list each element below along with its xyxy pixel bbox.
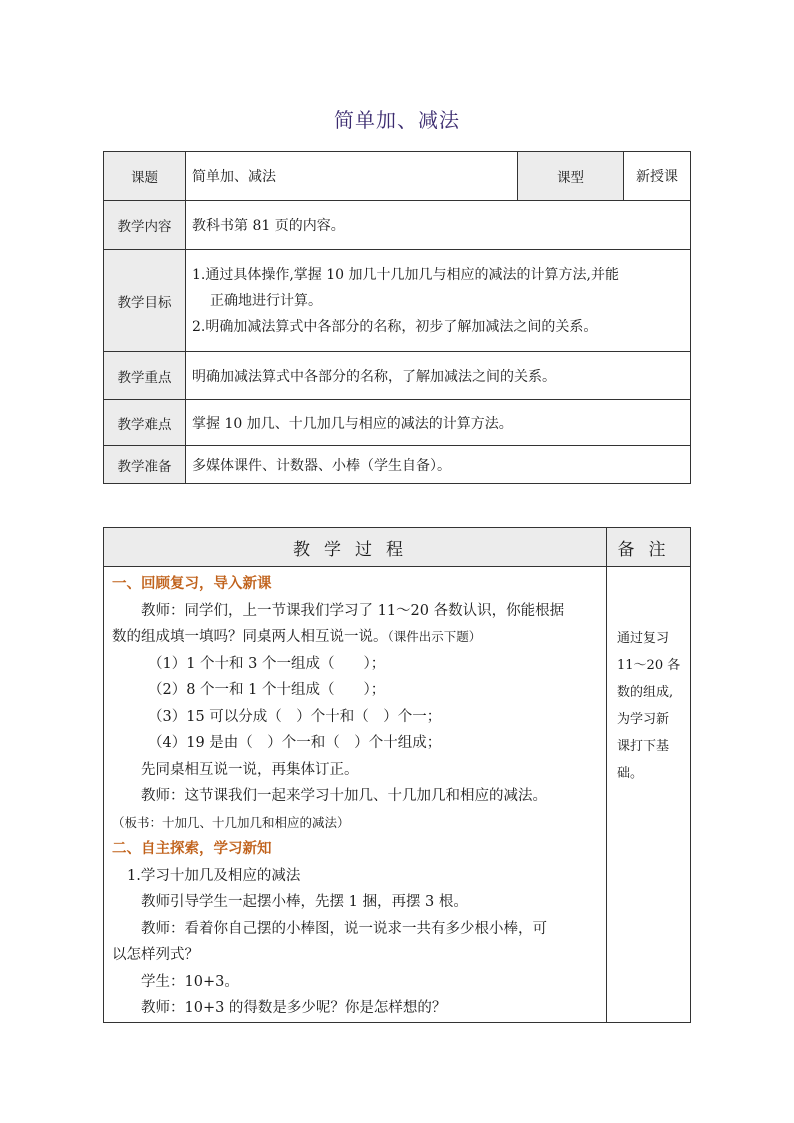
row-content: [104, 201, 691, 250]
topic-label: 课题: [104, 152, 186, 201]
process-content: [104, 567, 607, 1023]
section-1-heading: 一、回顾复习，导入新课: [112, 575, 272, 592]
type-value: 新授课: [624, 152, 691, 201]
content-label: 教学内容: [104, 201, 186, 250]
question-4: （4）19 是由（ ）个一和（ ）个十组成；: [148, 735, 442, 751]
key-label: 教学重点: [104, 352, 186, 400]
text-line: 以怎样列式？: [112, 947, 199, 963]
question-1: （1）1 个十和 3 个一组成（ ）；: [148, 655, 386, 672]
difficulty-label: 教学难点: [104, 400, 186, 446]
process-header-row: [104, 528, 691, 567]
subsection-heading: 1.学习十加几及相应的减法: [127, 867, 301, 884]
note-line: 础。: [617, 766, 644, 781]
text-line: 教师：10+3 的得数是多少呢？你是怎样想的？: [141, 1000, 447, 1016]
row-key: [104, 352, 691, 400]
goal-label: 教学目标: [104, 250, 186, 352]
goal-1-line-b: 正确地进行计算。: [210, 292, 322, 309]
note-line: 数的组成,: [617, 685, 674, 700]
teaching-process-table: [103, 527, 691, 1023]
notes-content: [607, 567, 691, 1023]
goal-value: [186, 250, 691, 352]
type-label: 课型: [518, 152, 624, 201]
note-line: 为学习新: [617, 712, 670, 727]
row-prep: [104, 446, 691, 484]
text-line: 学生：10+3。: [141, 973, 239, 990]
blackboard-note: （板书：十加几、十几加几和相应的减法）: [112, 814, 350, 830]
content-value: 教科书第 81 页的内容。: [186, 201, 691, 250]
process-header: 教学过程: [104, 528, 607, 567]
note-line: 课打下基: [617, 739, 670, 754]
text-line: 教师：同学们，上一节课我们学习了 11～20 各数认识，你能根据: [141, 602, 565, 619]
goal-1-line-a: 1.通过具体操作,掌握 10 加几十几加几与相应的减法的计算方法,并能: [192, 266, 619, 283]
question-2: （2）8 个一和 1 个十组成（ ）；: [148, 682, 386, 698]
lesson-info-table: [103, 151, 691, 484]
document-title: 简单加、减法: [334, 108, 460, 132]
text-line: 教师：这节课我们一起来学习十加几、十几加几和相应的减法。: [141, 788, 547, 804]
note-line: 通过复习: [617, 631, 670, 646]
text-line: [112, 624, 598, 651]
text-span: 数的组成填一填吗？同桌两人相互说一说。: [112, 629, 388, 645]
topic-value: 简单加、减法: [186, 152, 518, 201]
notes-header: 备注: [607, 528, 691, 567]
difficulty-value: 掌握 10 加几、十几加几与相应的减法的计算方法。: [186, 400, 691, 446]
process-body-row: [104, 567, 691, 1023]
text-line: 教师引导学生一起摆小棒，先摆 1 捆，再摆 3 根。: [141, 894, 468, 910]
row-difficulty: [104, 400, 691, 446]
section-2-heading: 二、自主探索，学习新知: [112, 840, 272, 857]
text-line: 教师：看着你自己摆的小棒图，说一说求一共有多少根小棒，可: [141, 920, 547, 937]
note-line: 11～20 各: [617, 658, 681, 673]
prep-label: 教学准备: [104, 446, 186, 484]
row-topic: [104, 152, 691, 201]
goal-2-line: 2.明确加减法算式中各部分的名称，初步了解加减法之间的关系。: [192, 318, 598, 335]
prep-value: 多媒体课件、计数器、小棒（学生自备）。: [186, 446, 691, 484]
question-3: （3）15 可以分成（ ）个十和（ ）个一；: [148, 708, 442, 725]
courseware-note: （课件出示下题）: [387, 629, 482, 644]
text-line: 先同桌相互说一说，再集体订正。: [141, 761, 359, 778]
key-value: 明确加减法算式中各部分的名称，了解加减法之间的关系。: [186, 352, 691, 400]
row-goal: [104, 250, 691, 352]
